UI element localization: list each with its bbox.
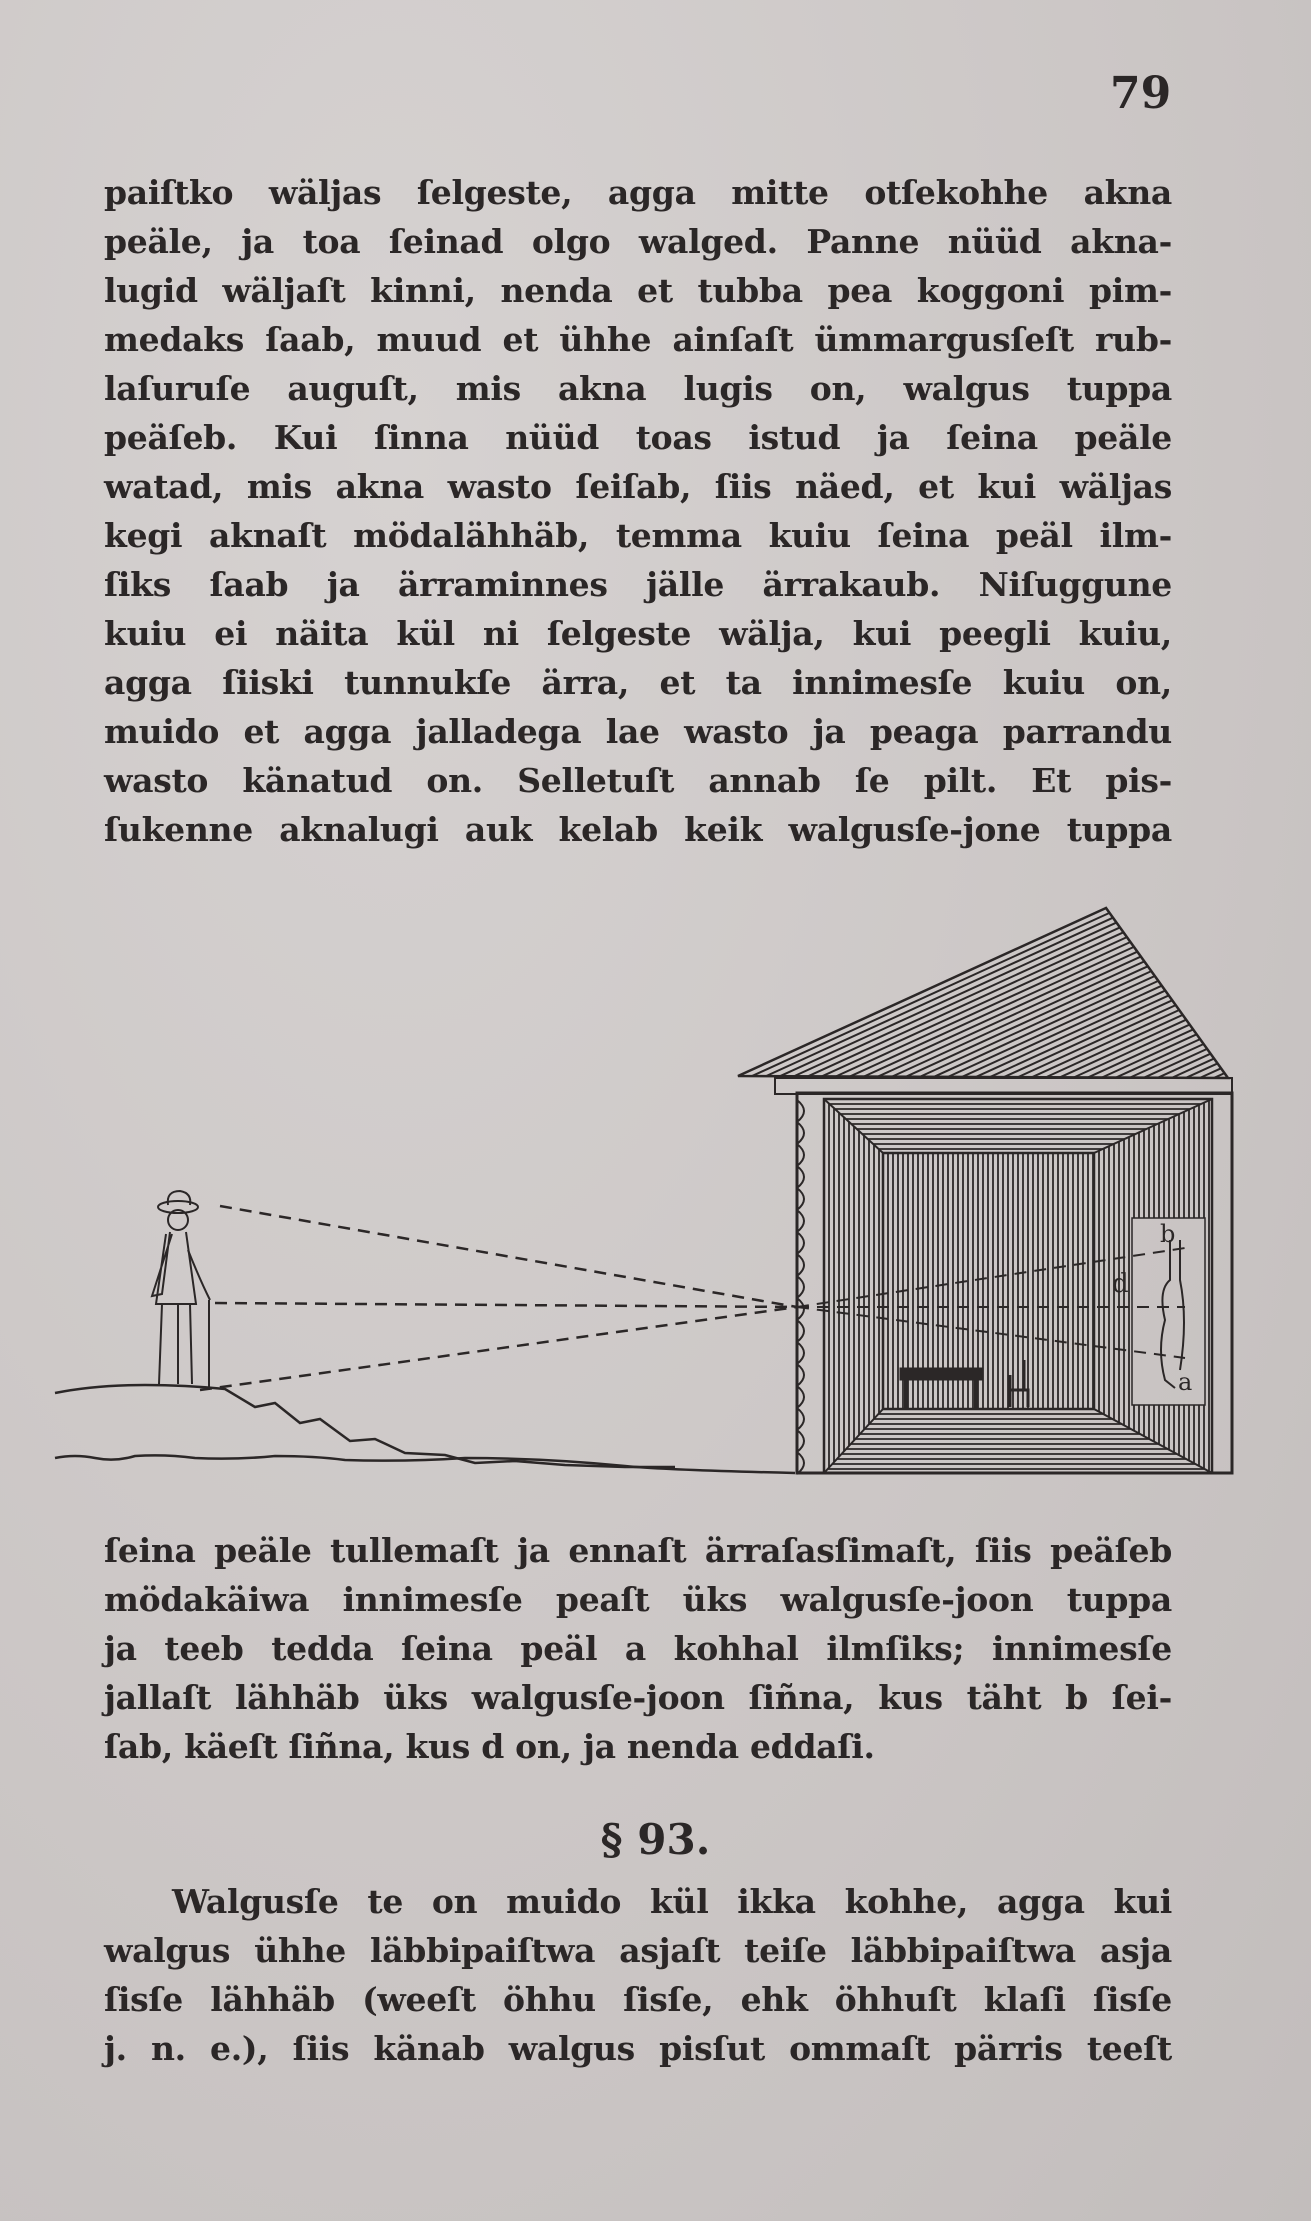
ground-line <box>55 1455 795 1473</box>
inverted-person-image <box>1161 1240 1184 1388</box>
roof-hatch <box>836 942 1130 1076</box>
text-line: lugid wäljaſt kinni, nenda et tubba pea koggoni pim- <box>104 271 1172 310</box>
text-line: walgus ühhe läbbipaiſtwa asjaſt teiſe läbbipaiſtwa asja <box>104 1931 1172 1970</box>
text-line: ſab, käeſt ſiñna, kus d on, ja nenda eddaſi. <box>104 1727 875 1766</box>
text-line: laſuruſe auguſt, mis akna lugis on, walgus tuppa <box>104 369 1172 408</box>
roof-hatch <box>864 952 1137 1077</box>
light-ray-head <box>220 1206 797 1307</box>
text-line: j. n. e.), ſiis känab walgus pisſut ommaſt pärris teeſt <box>104 2029 1172 2068</box>
roof-hatch <box>1032 1010 1179 1077</box>
text-line: wasto känatud on. Selletuſt annab ſe pilt. Et pis- <box>104 761 1172 800</box>
paragraph-bottom <box>104 1877 1172 2073</box>
person-hat-top <box>168 1191 191 1205</box>
text-line: ja teeb tedda ſeina peäl a kohhal ilmſiks; innimesſe <box>104 1629 1172 1668</box>
paragraph-middle <box>104 1526 1172 1771</box>
text-line: ſiks ſaab ja ärraminnes jälle ärrakaub. Niſuggune <box>104 565 1172 604</box>
light-ray-feet <box>200 1307 797 1390</box>
roof-hatch <box>1046 1015 1183 1077</box>
text-line: jallaſt lähhäb üks walgusſe-joon ſiñna, kus täht b ſei- <box>104 1678 1172 1717</box>
roof-hatch <box>808 932 1123 1076</box>
text-line: kegi aknaſt mödalähhäb, temma kuiu ſeina peäl ilm- <box>104 516 1172 555</box>
roof-hatch <box>780 923 1116 1077</box>
text-line: peäle, ja toa ſeinad olgo walged. Panne nüüd akna- <box>104 222 1172 261</box>
roof-hatch <box>920 971 1151 1077</box>
roof-hatch <box>1158 1054 1211 1078</box>
text-line: ſeina peäle tullemaſt ja ennaſt ärraſasſimaſt, ſiis peäſeb <box>104 1531 1172 1570</box>
page-number: 79 <box>1110 68 1172 119</box>
person-hat <box>158 1201 198 1213</box>
roof-hatch <box>1186 1063 1218 1077</box>
figure-label-d: d <box>1112 1269 1129 1299</box>
text-line: mödakäiwa innimesſe peaſt üks walgusſe-joon tuppa <box>104 1580 1172 1619</box>
roof-hatch <box>1102 1034 1197 1077</box>
text-line: ſisſe lähhäb (weeſt öhhu ſisſe, ehk öhhuſt klaſi ſisſe <box>104 1980 1172 2019</box>
light-ray-hand <box>215 1303 797 1307</box>
text-line: medaks ſaab, muud et ühhe ainſaſt ümmargusſeſt rub- <box>104 320 1172 359</box>
figure-label-a: a <box>1178 1368 1193 1396</box>
section-heading: § 93. <box>600 1815 711 1864</box>
roof-hatch <box>948 981 1158 1077</box>
text-line: watad, mis akna wasto ſeiſab, ſiis näed, et kui wäljas <box>104 467 1172 506</box>
text-line: agga ſiiski tunnukſe ärra, et ta innimesſe kuiu on, <box>104 663 1172 702</box>
roof-hatch <box>892 961 1144 1076</box>
text-line: muido et agga jalladega lae wasto ja peaga parrandu <box>104 712 1172 751</box>
roof-hatch <box>976 991 1165 1077</box>
light-ray-inside <box>797 1307 1185 1358</box>
text-line: paiſtko wäljas ſelgeste, agga mitte otſekohhe akna <box>104 173 1172 212</box>
roof-hatch <box>1130 1044 1204 1078</box>
text-line: peäſeb. Kui ſinna nüüd toas istud ja ſeina peäle <box>104 418 1172 457</box>
roof-hatch <box>1088 1029 1193 1077</box>
table <box>900 1368 982 1380</box>
text-line: Walgusſe te on muido kül ikka kohhe, agga kui <box>172 1882 1172 1921</box>
text-line: kuiu ei näita kül ni ſelgeste wälja, kui peegli kuiu, <box>104 614 1172 653</box>
roof-hatch <box>766 918 1113 1076</box>
figure-label-b: b <box>1160 1220 1176 1248</box>
text-line: ſukenne aknalugi auk kelab keik walgusſe-jone tuppa <box>104 810 1172 849</box>
